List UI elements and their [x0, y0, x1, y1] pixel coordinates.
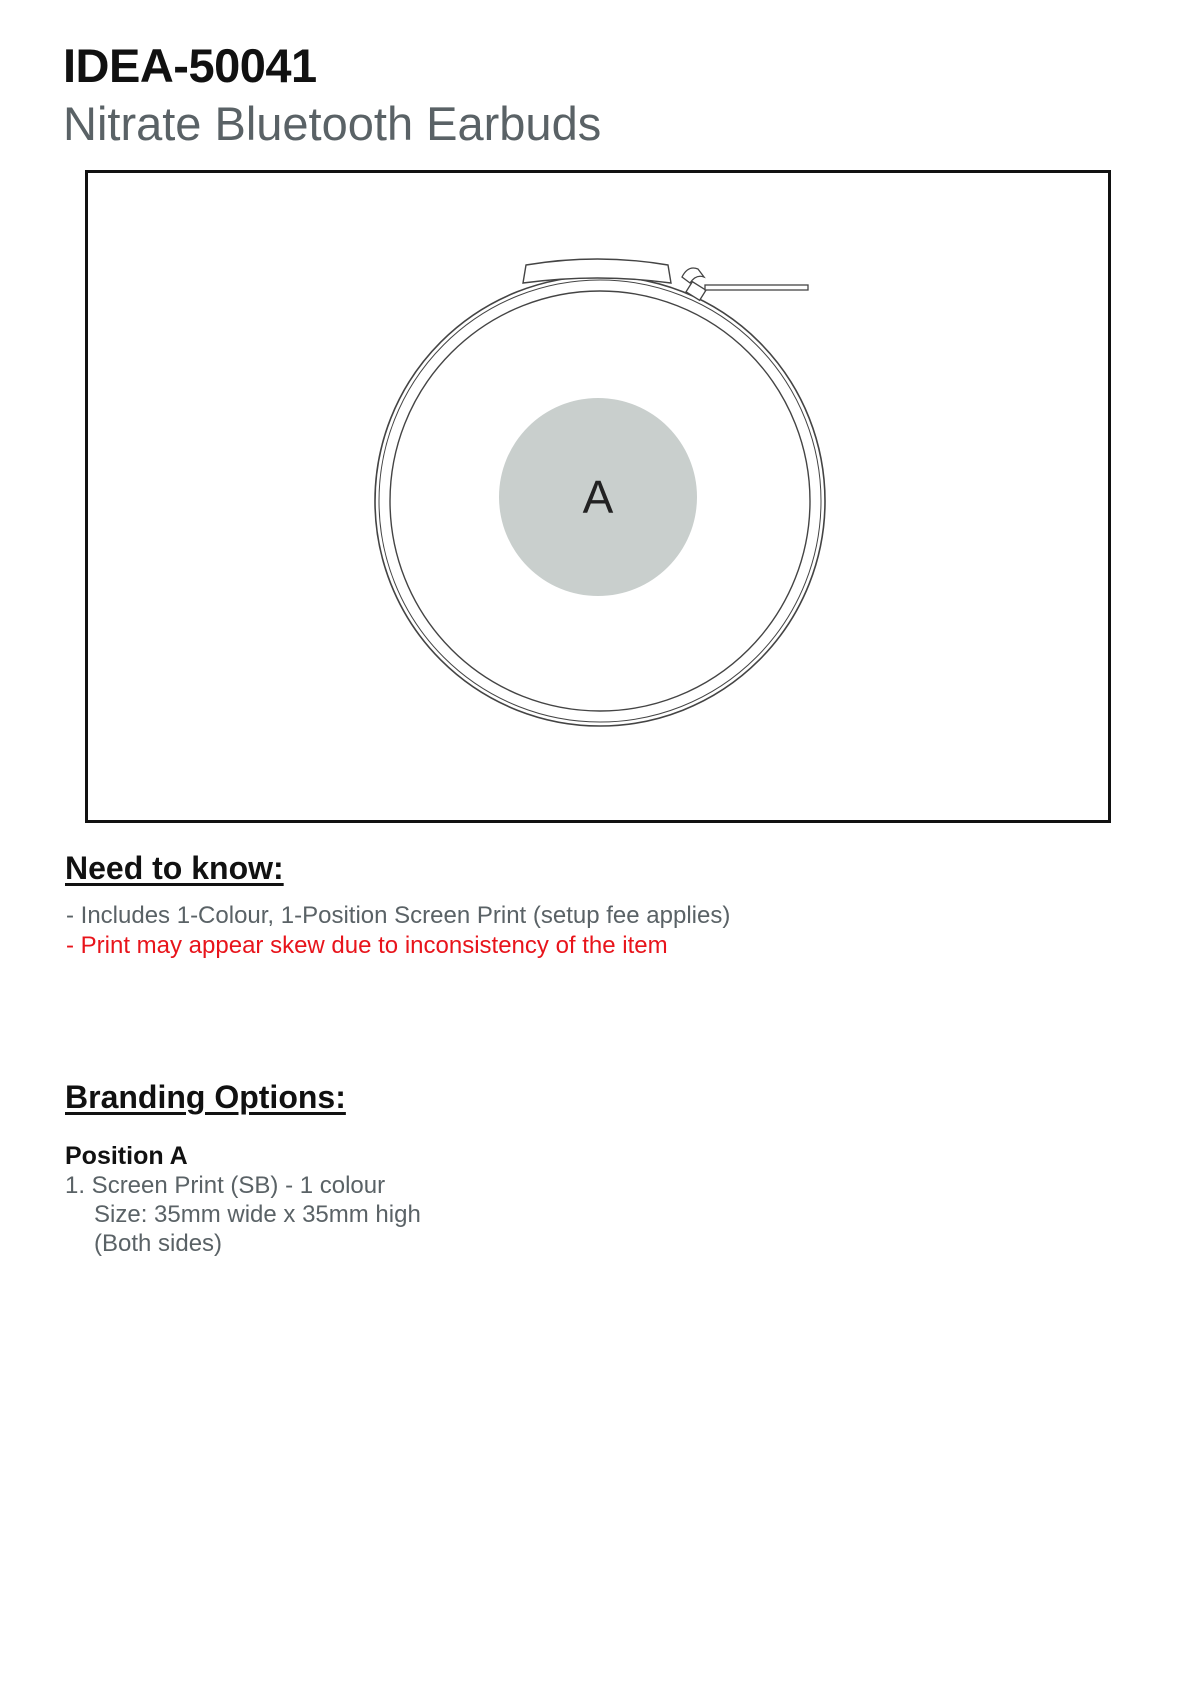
option-size: Size: 35mm wide x 35mm high [94, 1201, 421, 1228]
product-drawing-frame [85, 170, 1111, 823]
lanyard-clip-icon [682, 268, 808, 300]
case-hinge-tab [523, 259, 671, 283]
product-name: Nitrate Bluetooth Earbuds [63, 97, 602, 150]
option-method: 1. Screen Print (SB) - 1 colour [65, 1172, 386, 1199]
product-code: IDEA-50041 [63, 39, 317, 92]
note-screen-print: - Includes 1-Colour, 1-Position Screen Print (setup fee applies) [66, 902, 731, 929]
option-sides: (Both sides) [94, 1230, 223, 1257]
product-line-drawing [88, 173, 1108, 820]
need-to-know-heading: Need to know: [65, 850, 284, 886]
branding-options-heading: Branding Options: [65, 1079, 346, 1115]
print-area-label: A [582, 471, 614, 523]
position-a-title: Position A [65, 1142, 188, 1170]
note-skew-warning: - Print may appear skew due to inconsistency of the item [66, 932, 668, 959]
